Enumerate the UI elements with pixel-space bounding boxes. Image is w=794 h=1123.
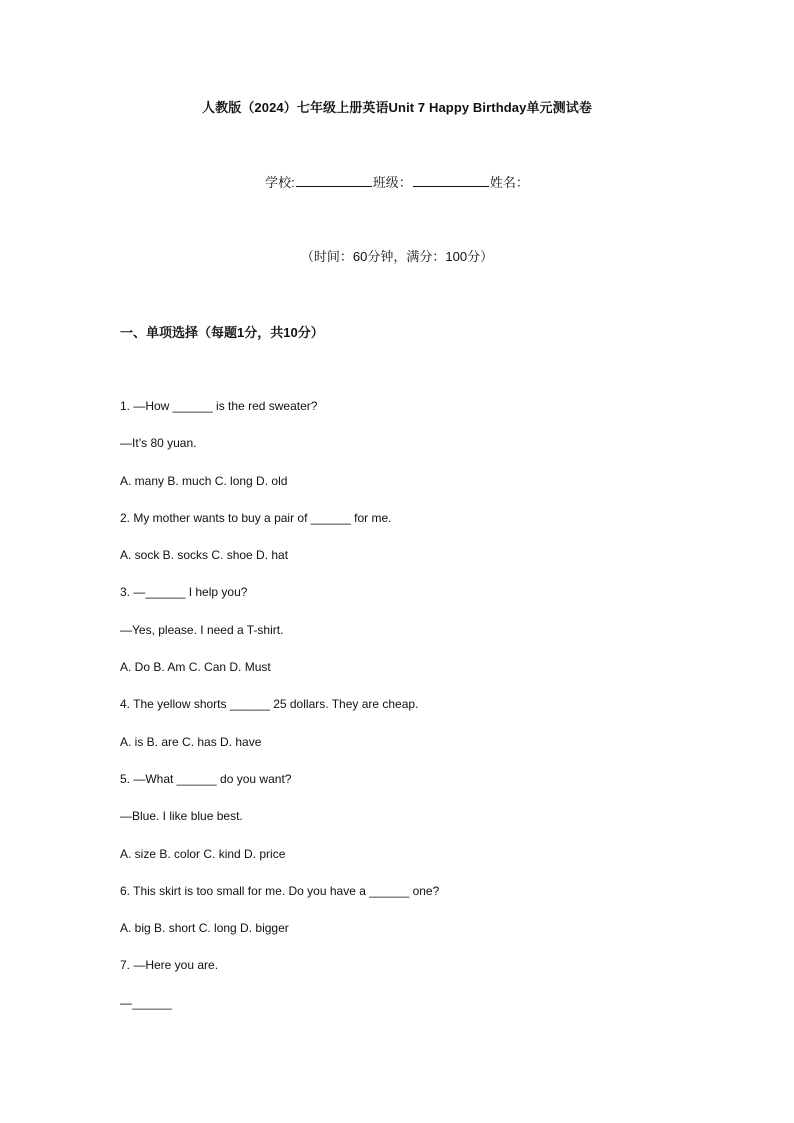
section-heading: 一、单项选择（每题1分，共10分） — [120, 325, 324, 340]
question-line: A. Do B. Am C. Can D. Must — [120, 660, 271, 675]
question-line: 3. —______ I help you? — [120, 585, 248, 600]
class-blank — [413, 173, 489, 187]
question-line: A. big B. short C. long D. bigger — [120, 921, 289, 936]
question-line: 2. My mother wants to buy a pair of ______ for me. — [120, 510, 392, 525]
question-line: 1. —How ______ is the red sweater? — [120, 399, 318, 413]
question-line: 4. The yellow shorts ______ 25 dollars. They are cheap. — [120, 697, 419, 712]
question-line: A. size B. color C. kind D. price — [120, 846, 286, 861]
school-blank — [296, 173, 372, 187]
question-line: 5. —What ______ do you want? — [120, 771, 292, 786]
class-label: 班级： — [372, 175, 412, 190]
question-list — [120, 397, 720, 1031]
student-info-line — [0, 172, 794, 191]
question-line: A. is B. are C. has D. have — [120, 734, 262, 749]
school-label: 学校: — [265, 175, 295, 190]
question-line: 6. This skirt is too small for me. Do you have a ______ one? — [120, 883, 440, 898]
time-note: （时间：60分钟，满分：100分） — [300, 249, 494, 264]
question-line: —Blue. I like blue best. — [120, 809, 243, 824]
question-line: A. many B. much C. long D. old — [120, 473, 288, 488]
question-line: —Yes, please. I need a T-shirt. — [120, 622, 284, 637]
question-line: A. sock B. socks C. shoe D. hat — [120, 548, 289, 563]
question-line: —It’s 80 yuan. — [120, 436, 197, 451]
page-title: 人教版（2024）七年级上册英语Unit 7 Happy Birthday单元测试卷 — [202, 100, 592, 115]
question-line: 7. —Here you are. — [120, 958, 219, 973]
question-line: —______ — [120, 995, 173, 1010]
name-label: 姓名： — [489, 175, 529, 190]
